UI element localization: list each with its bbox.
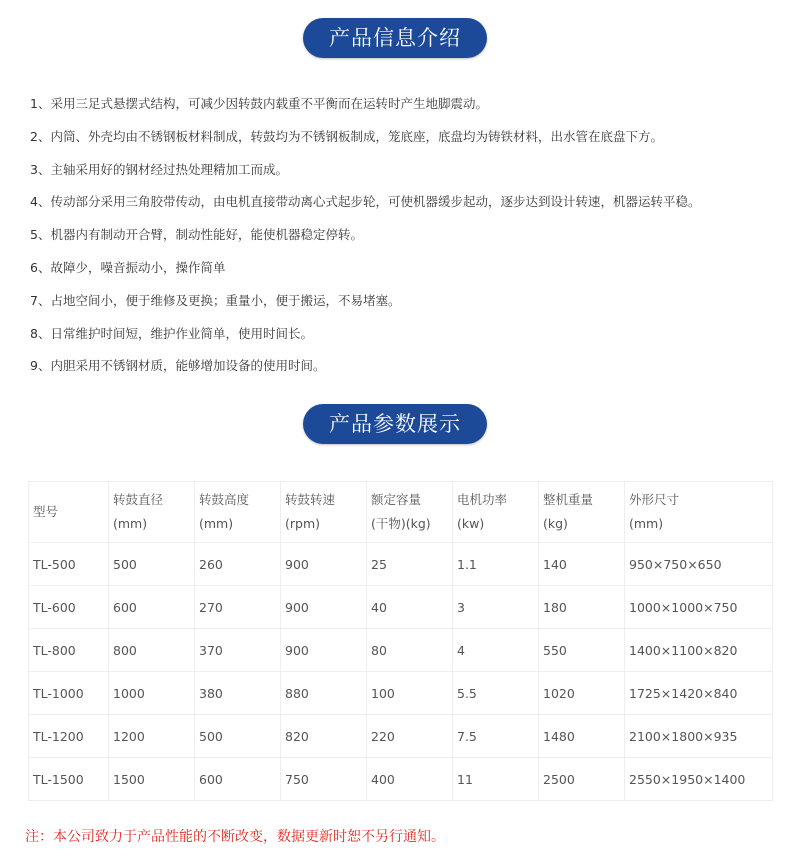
table-row — [29, 715, 773, 758]
disclaimer-note: 注：本公司致力于产品性能的不断改变，数据更新时恕不另行通知。 — [25, 829, 445, 845]
cell: 750 — [281, 758, 367, 801]
cell: 880 — [281, 672, 367, 715]
cell: 1000 — [109, 672, 195, 715]
cell: TL-1200 — [29, 715, 109, 758]
header-cell: 转鼓转速 (rpm) — [281, 482, 367, 543]
cell: TL-1000 — [29, 672, 109, 715]
cell: 600 — [195, 758, 281, 801]
cell: 1500 — [109, 758, 195, 801]
cell: 260 — [195, 543, 281, 586]
cell: 900 — [281, 543, 367, 586]
cell: 950×750×650 — [625, 543, 773, 586]
cell: 900 — [281, 629, 367, 672]
cell: 500 — [109, 543, 195, 586]
cell: 11 — [453, 758, 539, 801]
feature-item: 4、传动部分采用三角胶带传动，由电机直接带动离心式起步轮，可使机器缓步起动，逐步达到设计转速，机器运转平稳。 — [30, 194, 701, 210]
table-row — [29, 629, 773, 672]
table-row — [29, 586, 773, 629]
cell: 40 — [367, 586, 453, 629]
cell: 3 — [453, 586, 539, 629]
cell: 400 — [367, 758, 453, 801]
cell: 800 — [109, 629, 195, 672]
header-cell: 电机功率 (kw) — [453, 482, 539, 543]
cell: 1725×1420×840 — [625, 672, 773, 715]
cell: 100 — [367, 672, 453, 715]
cell: 1000×1000×750 — [625, 586, 773, 629]
feature-item: 8、日常维护时间短，维护作业简单，使用时间长。 — [30, 325, 313, 341]
table-row — [29, 758, 773, 801]
header-cell: 额定容量 (干物)(kg) — [367, 482, 453, 543]
cell: 820 — [281, 715, 367, 758]
feature-item: 7、占地空间小，便于维修及更换；重量小，便于搬运，不易堵塞。 — [30, 292, 401, 308]
cell: 500 — [195, 715, 281, 758]
cell: 5.5 — [453, 672, 539, 715]
header-cell: 外形尺寸 (mm) — [625, 482, 773, 543]
header-cell: 转鼓高度 (mm) — [195, 482, 281, 543]
cell: 270 — [195, 586, 281, 629]
cell: 220 — [367, 715, 453, 758]
cell: 550 — [539, 629, 625, 672]
params-table — [28, 481, 773, 801]
cell: 1480 — [539, 715, 625, 758]
feature-list — [30, 88, 780, 383]
section-title-product-params: 产品参数展示 — [303, 404, 487, 444]
header-cell: 型号 — [29, 482, 109, 543]
cell: 900 — [281, 586, 367, 629]
cell: 1020 — [539, 672, 625, 715]
cell: 140 — [539, 543, 625, 586]
cell: TL-600 — [29, 586, 109, 629]
table-row — [29, 672, 773, 715]
header-cell: 整机重量 (kg) — [539, 482, 625, 543]
cell: 380 — [195, 672, 281, 715]
feature-item: 9、内胆采用不锈钢材质，能够增加设备的使用时间。 — [30, 358, 326, 374]
table-row — [29, 543, 773, 586]
cell: 180 — [539, 586, 625, 629]
section-title-product-info: 产品信息介绍 — [303, 18, 487, 58]
cell: 7.5 — [453, 715, 539, 758]
cell: 4 — [453, 629, 539, 672]
feature-item: 5、机器内有制动开合臂，制动性能好，能使机器稳定停转。 — [30, 227, 363, 243]
cell: 1200 — [109, 715, 195, 758]
feature-item: 1、采用三足式悬摆式结构，可减少因转鼓内载重不平衡而在运转时产生地脚震动。 — [30, 96, 488, 111]
cell: TL-500 — [29, 543, 109, 586]
cell: 370 — [195, 629, 281, 672]
cell: 1400×1100×820 — [625, 629, 773, 672]
header-cell: 转鼓直径 (mm) — [109, 482, 195, 543]
feature-item: 3、主轴采用好的钢材经过热处理精加工而成。 — [30, 161, 288, 177]
cell: 2500 — [539, 758, 625, 801]
cell: 2550×1950×1400 — [625, 758, 773, 801]
table-header-row — [29, 482, 773, 543]
cell: 1.1 — [453, 543, 539, 586]
feature-item: 2、内筒、外壳均由不锈钢板材料制成，转鼓均为不锈钢板制成，笼底座，底盘均为铸铁材料，出水管在底盘下方。 — [30, 128, 663, 144]
cell: 2100×1800×935 — [625, 715, 773, 758]
cell: TL-800 — [29, 629, 109, 672]
cell: 80 — [367, 629, 453, 672]
cell: TL-1500 — [29, 758, 109, 801]
feature-item: 6、故障少，噪音振动小，操作简单 — [30, 259, 226, 275]
cell: 600 — [109, 586, 195, 629]
cell: 25 — [367, 543, 453, 586]
